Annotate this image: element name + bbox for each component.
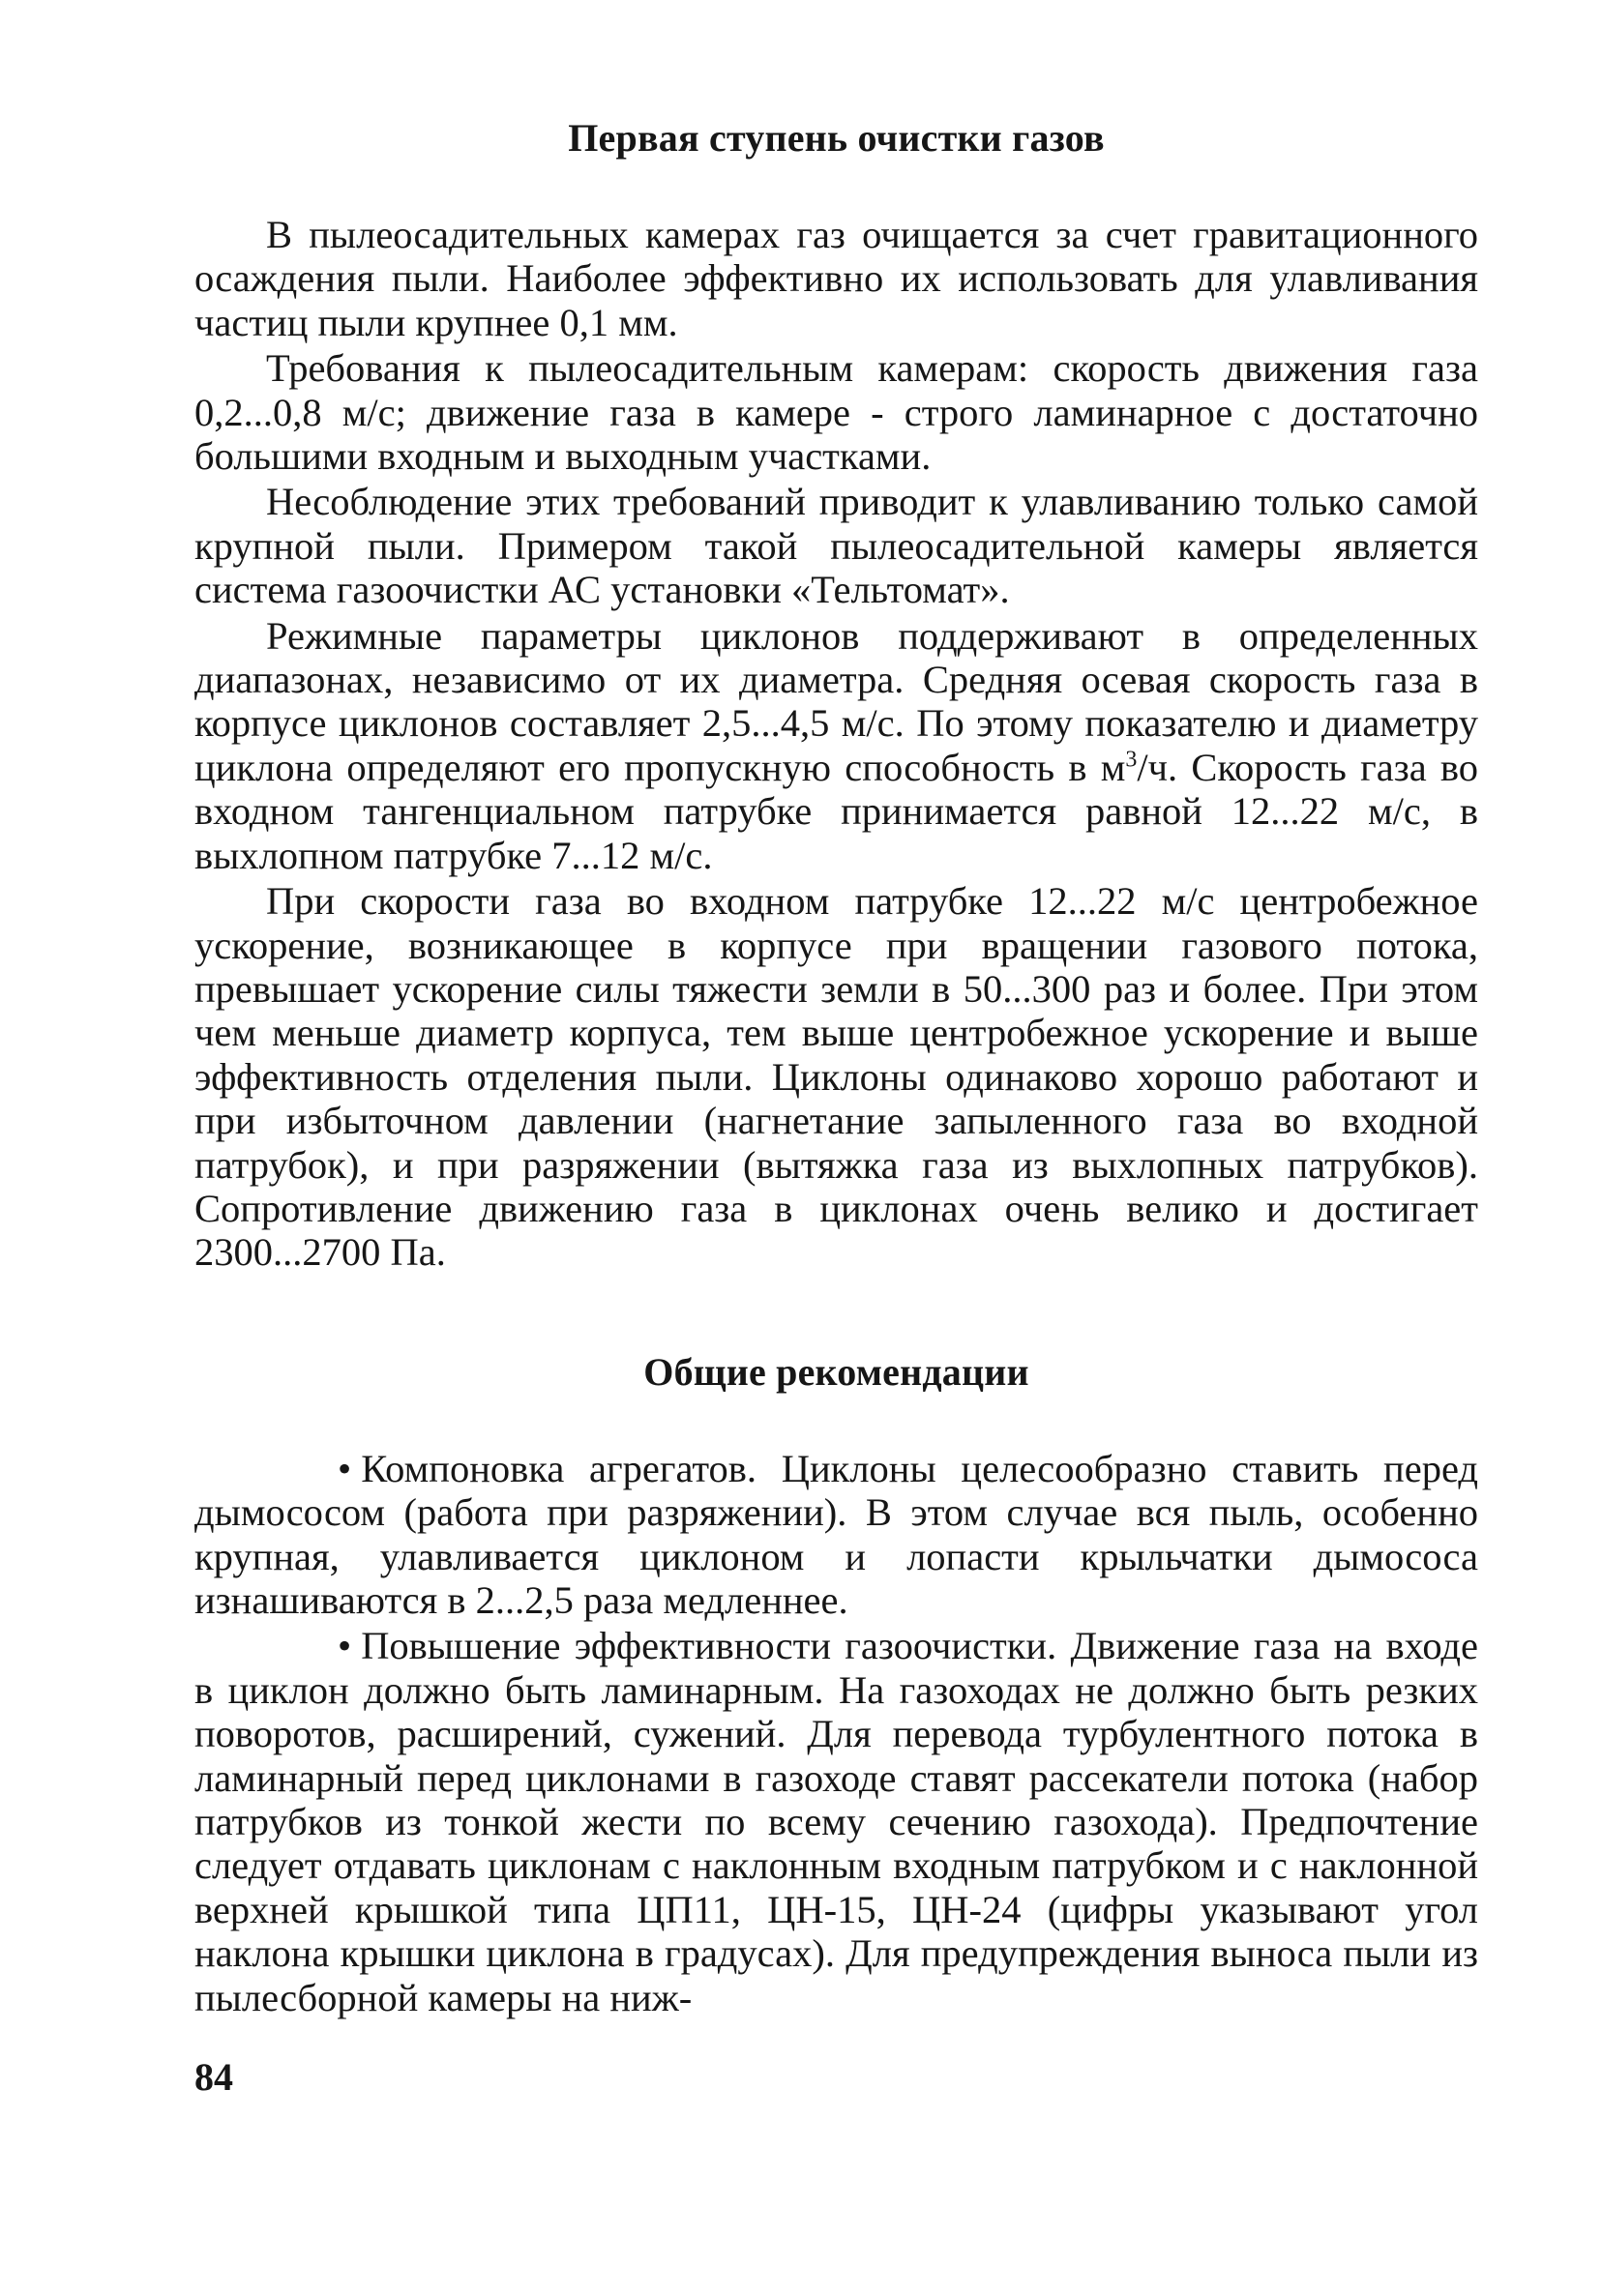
section-heading-first-stage: Первая ступень очистки газов	[568, 116, 1105, 160]
cyclone-parameters-text: Режимные параметры циклонов поддерживают в определенных диапазонах, независимо от их диаметра. Средняя осевая скорость газа в корпусе циклонов составляет 2,5...4,5 м/с. По этому показателю и диаметру циклона определяют его пропускную способность в м	[194, 613, 1478, 789]
bullet-item-efficiency	[194, 1624, 1478, 2019]
paragraph-dust-chambers: В пылеосадительных камерах газ очищается за счет гравитационного осаждения пыли. Наиболее эффективно их использовать для улавливания частиц пыли крупнее 0,1 мм.	[194, 213, 1478, 344]
bullet-item-layout	[194, 1447, 1478, 1623]
bullet-icon: •	[338, 1624, 352, 1668]
cubic-superscript: 3	[1125, 747, 1138, 773]
page-number: 84	[194, 2055, 233, 2099]
paragraph-noncompliance: Несоблюдение этих требований приводит к улавливанию только самой крупной пыли. Примером такой пылеосадительной камеры является система газоочистки АС установки «Тельтомат».	[194, 480, 1478, 612]
section-heading-recommendations: Общие рекомендации	[643, 1349, 1029, 1394]
paragraph-chamber-requirements: Требования к пылеосадительным камерам: скорость движения газа 0,2...0,8 м/с; движение газа в камере - строго ламинарное с достаточно большими входным и выходным участками.	[194, 346, 1478, 479]
paragraph-cyclone-parameters	[194, 614, 1478, 877]
bullet-icon: •	[338, 1446, 352, 1490]
paragraph-centrifugal-acceleration: При скорости газа во входном патрубке 12...22 м/с центробежное ускорение, возникающее в корпусе при вращении газового потока, превышает ускорение силы тяжести земли в 50...300 раз и более. При этом чем меньше диаметр корпуса, тем выше центробежное ускорение и выше эффективность отделения пыли. Циклоны одинаково хорошо работают и при избыточном давлении (нагнетание запыленного газа во входной патрубок), и при разряжении (вытяжка газа из выхлопных патрубков). Сопротивление движению газа в циклонах очень велико и достигает 2300...2700 Па.	[194, 879, 1478, 1275]
bullet-text-layout: Компоновка агрегатов. Циклоны целесообразно ставить перед дымососом (работа при разряжении). В этом случае вся пыль, особенно крупная, улавливается циклоном и лопасти крыльчатки дымососа изнашиваются в 2...2,5 раза медленнее.	[194, 1446, 1478, 1622]
bullet-text-efficiency: Повышение эффективности газоочистки. Движение газа на входе в циклон должно быть ламинарным. На газоходах не должно быть резких поворотов, расширений, сужений. Для перевода турбулентного потока в ламинарный перед циклонами в газоходе ставят рассекатели потока (набор патрубков из тонкой жести по всему сечению газохода). Предпочтение следует отдавать циклонам с наклонным входным патрубком и с наклонной верхней крышкой типа ЦП11, ЦН-15, ЦН-24 (цифры указывают угол наклона крышки циклона в градусах). Для предупреждения выноса пыли из пылесборной камеры на ниж-	[194, 1624, 1478, 2019]
cyclone-parameters-continued: Скорость газа во входном тангенциальном патрубке принимается равной 12...22 м/с, в выхлопном патрубке 7...12 м/с.	[194, 745, 1479, 877]
cyclone-parameters-unit: /ч.	[1137, 745, 1178, 789]
page-body	[194, 114, 1478, 2021]
